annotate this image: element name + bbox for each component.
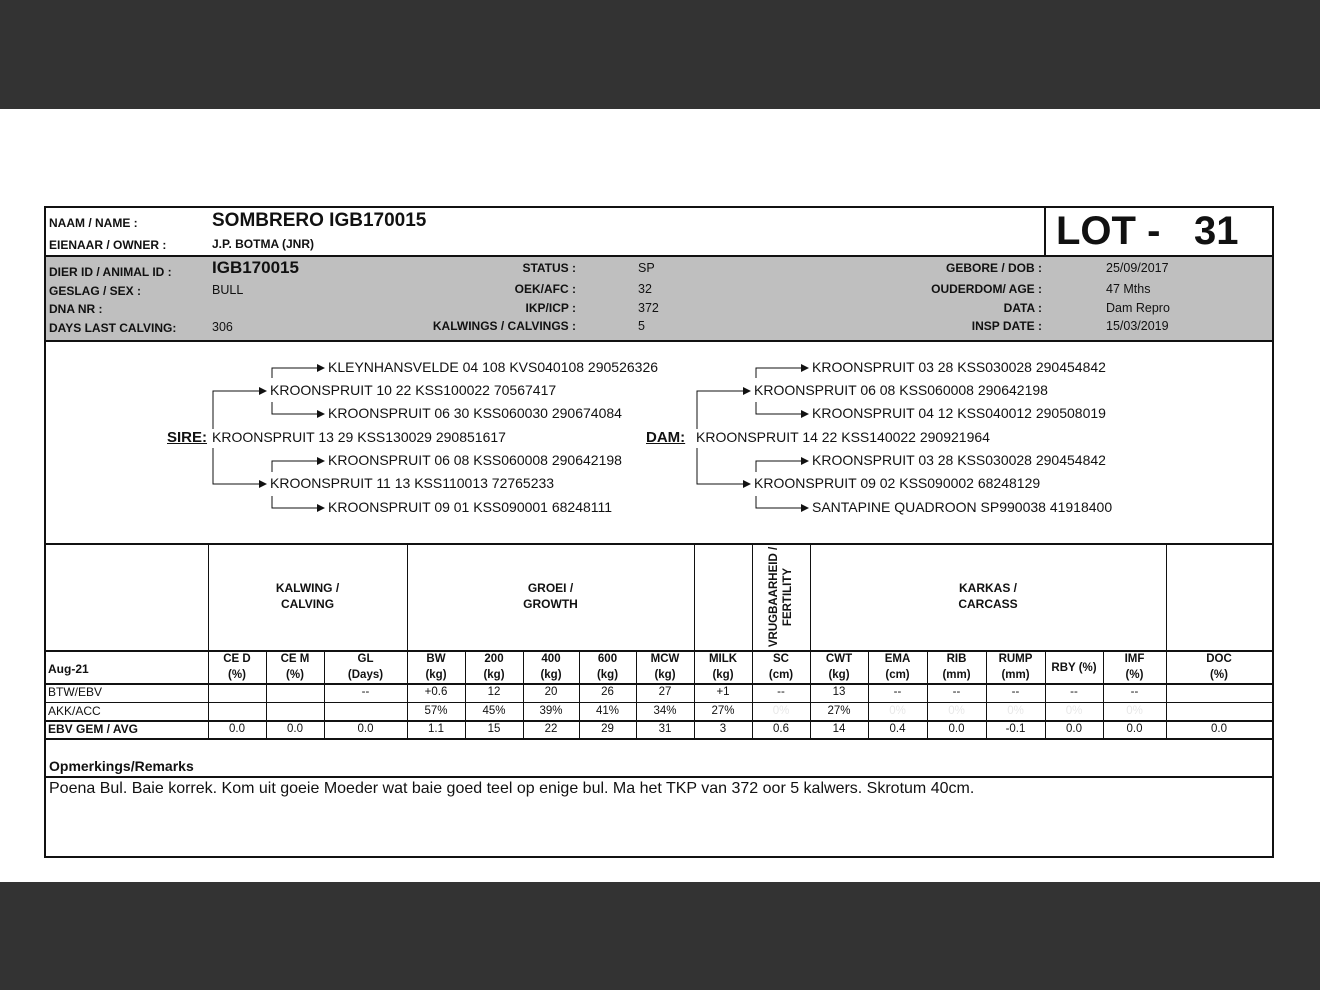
animal-id-label: DIER ID / ANIMAL ID :	[49, 265, 172, 279]
cell-2-13: -0.1	[1005, 723, 1026, 735]
cell-0-9: --	[777, 686, 785, 698]
sex-label: GESLAG / SEX :	[49, 284, 142, 298]
row-label-0: BTW/EBV	[48, 685, 103, 699]
cell-1-7: 34%	[653, 705, 677, 717]
cell-2-10: 14	[832, 723, 846, 735]
ikp-label: IKP/ICP :	[525, 301, 576, 315]
column-header-2: GL (Days)	[347, 653, 384, 681]
sire-dam: KROONSPRUIT 11 13 KSS110013 72765233	[270, 475, 555, 491]
bottom-dark-band	[0, 882, 1320, 990]
cell-1-10: 27%	[827, 705, 851, 717]
cell-2-14: 0.0	[1066, 723, 1082, 735]
column-header-16: DOC (%)	[1206, 653, 1232, 681]
group-calving: KALWING / CALVING	[275, 581, 340, 611]
oek-label: OEK/AFC :	[514, 282, 576, 296]
dob-value: 25/09/2017	[1106, 261, 1169, 275]
cell-2-8: 3	[719, 723, 727, 735]
dam-dam-sire: KROONSPRUIT 03 28 KSS030028 290454842	[812, 452, 1106, 468]
lot-number: 31	[1194, 209, 1239, 253]
cell-1-3: 57%	[424, 705, 448, 717]
cell-0-11: --	[893, 686, 902, 698]
cell-1-4: 45%	[482, 705, 506, 717]
column-header-1: CE M (%)	[280, 653, 310, 681]
sire-sire: KROONSPRUIT 10 22 KSS100022 70567417	[270, 382, 557, 398]
remarks-divider	[46, 776, 1272, 778]
dam-sire: KROONSPRUIT 06 08 KSS060008 290642198	[754, 382, 1048, 398]
cell-0-15: --	[1130, 686, 1139, 698]
period-label: Aug-21	[48, 662, 89, 676]
cell-2-3: 1.1	[428, 723, 444, 735]
cell-2-7: 31	[658, 723, 672, 735]
cell-0-3: +0.6	[424, 686, 448, 698]
group-growth: GROEI / GROWTH	[523, 581, 578, 611]
cell-0-4: 12	[487, 686, 501, 698]
lot-card	[44, 206, 1274, 858]
cell-1-9: 0%	[772, 705, 790, 717]
group-divider-0	[208, 543, 209, 738]
cell-2-16: 0.0	[1211, 723, 1227, 735]
cell-1-6: 41%	[595, 705, 620, 717]
dam-sire-dam: KROONSPRUIT 04 12 KSS040012 290508019	[812, 405, 1106, 421]
cell-0-7: 27	[658, 686, 672, 698]
cell-2-2: 0.0	[357, 723, 374, 735]
group-fertility	[752, 543, 810, 650]
column-header-3: BW (kg)	[425, 653, 447, 681]
row-line-3	[46, 738, 1272, 740]
cell-0-5: 20	[544, 686, 558, 698]
pedigree-connectors	[46, 208, 1272, 543]
column-header-13: RUMP (mm)	[998, 653, 1033, 681]
sire-dam-dam: KROONSPRUIT 09 01 KSS090001 68248111	[328, 499, 613, 515]
cell-2-9: 0.6	[773, 723, 789, 735]
cell-2-6: 29	[601, 723, 614, 735]
cell-1-13: 0%	[1007, 705, 1024, 717]
dam-label: DAM:	[646, 429, 686, 446]
cell-2-11: 0.4	[889, 723, 906, 735]
cell-0-10: 13	[832, 686, 846, 698]
status-value: SP	[638, 261, 655, 275]
calvings-label: KALWINGS / CALVINGS :	[432, 319, 576, 333]
cell-2-15: 0.0	[1126, 723, 1143, 735]
dam-dam-dam: SANTAPINE QUADROON SP990038 41918400	[812, 499, 1113, 515]
remarks-text: Poena Bul. Baie korrek. Kom uit goeie Moeder wat baie goed teel op enige bul. Ma het TKP van 372 oor 5 kalwers. Skrotum 40cm.	[49, 780, 975, 797]
cell-2-1: 0.0	[287, 723, 303, 735]
dam-sire-sire: KROONSPRUIT 03 28 KSS030028 290454842	[812, 359, 1106, 375]
remarks-label: Opmerkings/Remarks	[49, 758, 194, 774]
oek-value: 32	[638, 282, 652, 296]
column-header-10: CWT (kg)	[825, 653, 853, 681]
animal-id: IGB170015	[212, 258, 299, 277]
owner-name: J.P. BOTMA (JNR)	[212, 237, 315, 251]
ikp-value: 372	[638, 301, 659, 315]
sire-label: SIRE:	[167, 429, 208, 446]
calvings-value: 5	[638, 319, 645, 333]
sire-name: KROONSPRUIT 13 29 KSS130029 290851617	[212, 429, 506, 445]
cell-1-12: 0%	[948, 705, 965, 717]
cell-0-6: 26	[601, 686, 614, 698]
age-label: OUDERDOM/ AGE :	[931, 282, 1042, 296]
name-label: NAAM / NAME :	[49, 216, 138, 230]
days-label: DAYS LAST CALVING:	[49, 321, 177, 335]
age-value: 47 Mths	[1106, 282, 1151, 296]
dam-name: KROONSPRUIT 14 22 KSS140022 290921964	[696, 429, 990, 445]
group-carcass: KARKAS / CARCASS	[958, 581, 1018, 611]
cell-1-8: 27%	[711, 705, 735, 717]
animal-name: SOMBRERO IGB170015	[212, 210, 427, 231]
group-fertility-text: VRUGBAARHEID / FERTILITY	[768, 546, 794, 647]
column-header-14: RBY (%)	[1051, 662, 1097, 674]
sire-sire-dam: KROONSPRUIT 06 30 KSS060030 290674084	[328, 405, 622, 421]
lot-label: LOT -	[1056, 209, 1161, 253]
cell-1-14: 0%	[1065, 705, 1083, 717]
column-header-11: EMA (cm)	[884, 653, 911, 681]
cell-0-14: --	[1070, 686, 1078, 698]
dam-dam: KROONSPRUIT 09 02 KSS090002 68248129	[754, 475, 1041, 491]
status-label: STATUS :	[522, 261, 576, 275]
row-label-2: EBV GEM / AVG	[48, 722, 139, 736]
column-header-7: MCW (kg)	[650, 653, 680, 681]
cell-1-15: 0%	[1126, 705, 1143, 717]
cell-1-11: 0%	[889, 705, 906, 717]
row-label-1: AKK/ACC	[48, 704, 101, 718]
dna-label: DNA NR :	[49, 302, 103, 316]
top-dark-band	[0, 0, 1320, 109]
column-header-12: RIB (mm)	[942, 653, 971, 681]
owner-label: EIENAAR / OWNER :	[49, 238, 167, 252]
column-header-6: 600 (kg)	[596, 653, 619, 681]
sex-value: BULL	[212, 283, 244, 297]
column-header-8: MILK (kg)	[708, 653, 738, 681]
cell-0-12: --	[952, 686, 961, 698]
dob-label: GEBORE / DOB :	[945, 261, 1042, 275]
sire-dam-sire: KROONSPRUIT 06 08 KSS060008 290642198	[328, 452, 622, 468]
column-header-4: 200 (kg)	[483, 653, 505, 681]
data-value: Dam Repro	[1106, 301, 1170, 315]
column-header-0: CE D (%)	[223, 653, 251, 681]
insp-value: 15/03/2019	[1106, 319, 1169, 333]
cell-2-12: 0.0	[948, 723, 965, 735]
cell-0-2: --	[361, 686, 370, 698]
column-header-9: SC (cm)	[768, 653, 794, 681]
table-top-line	[46, 543, 1272, 545]
data-label: DATA :	[1003, 301, 1042, 315]
column-header-15: IMF (%)	[1124, 653, 1145, 681]
cell-2-5: 22	[544, 723, 558, 735]
sire-sire-sire: KLEYNHANSVELDE 04 108 KVS040108 290526326	[328, 359, 659, 375]
cell-2-0: 0.0	[229, 723, 245, 735]
cell-2-4: 15	[487, 723, 501, 735]
cell-0-13: --	[1011, 686, 1020, 698]
insp-label: INSP DATE :	[971, 319, 1042, 333]
cell-0-8: +1	[716, 686, 730, 698]
days-value: 306	[212, 320, 233, 334]
column-header-5: 400 (kg)	[540, 653, 562, 681]
cell-1-5: 39%	[539, 705, 563, 717]
